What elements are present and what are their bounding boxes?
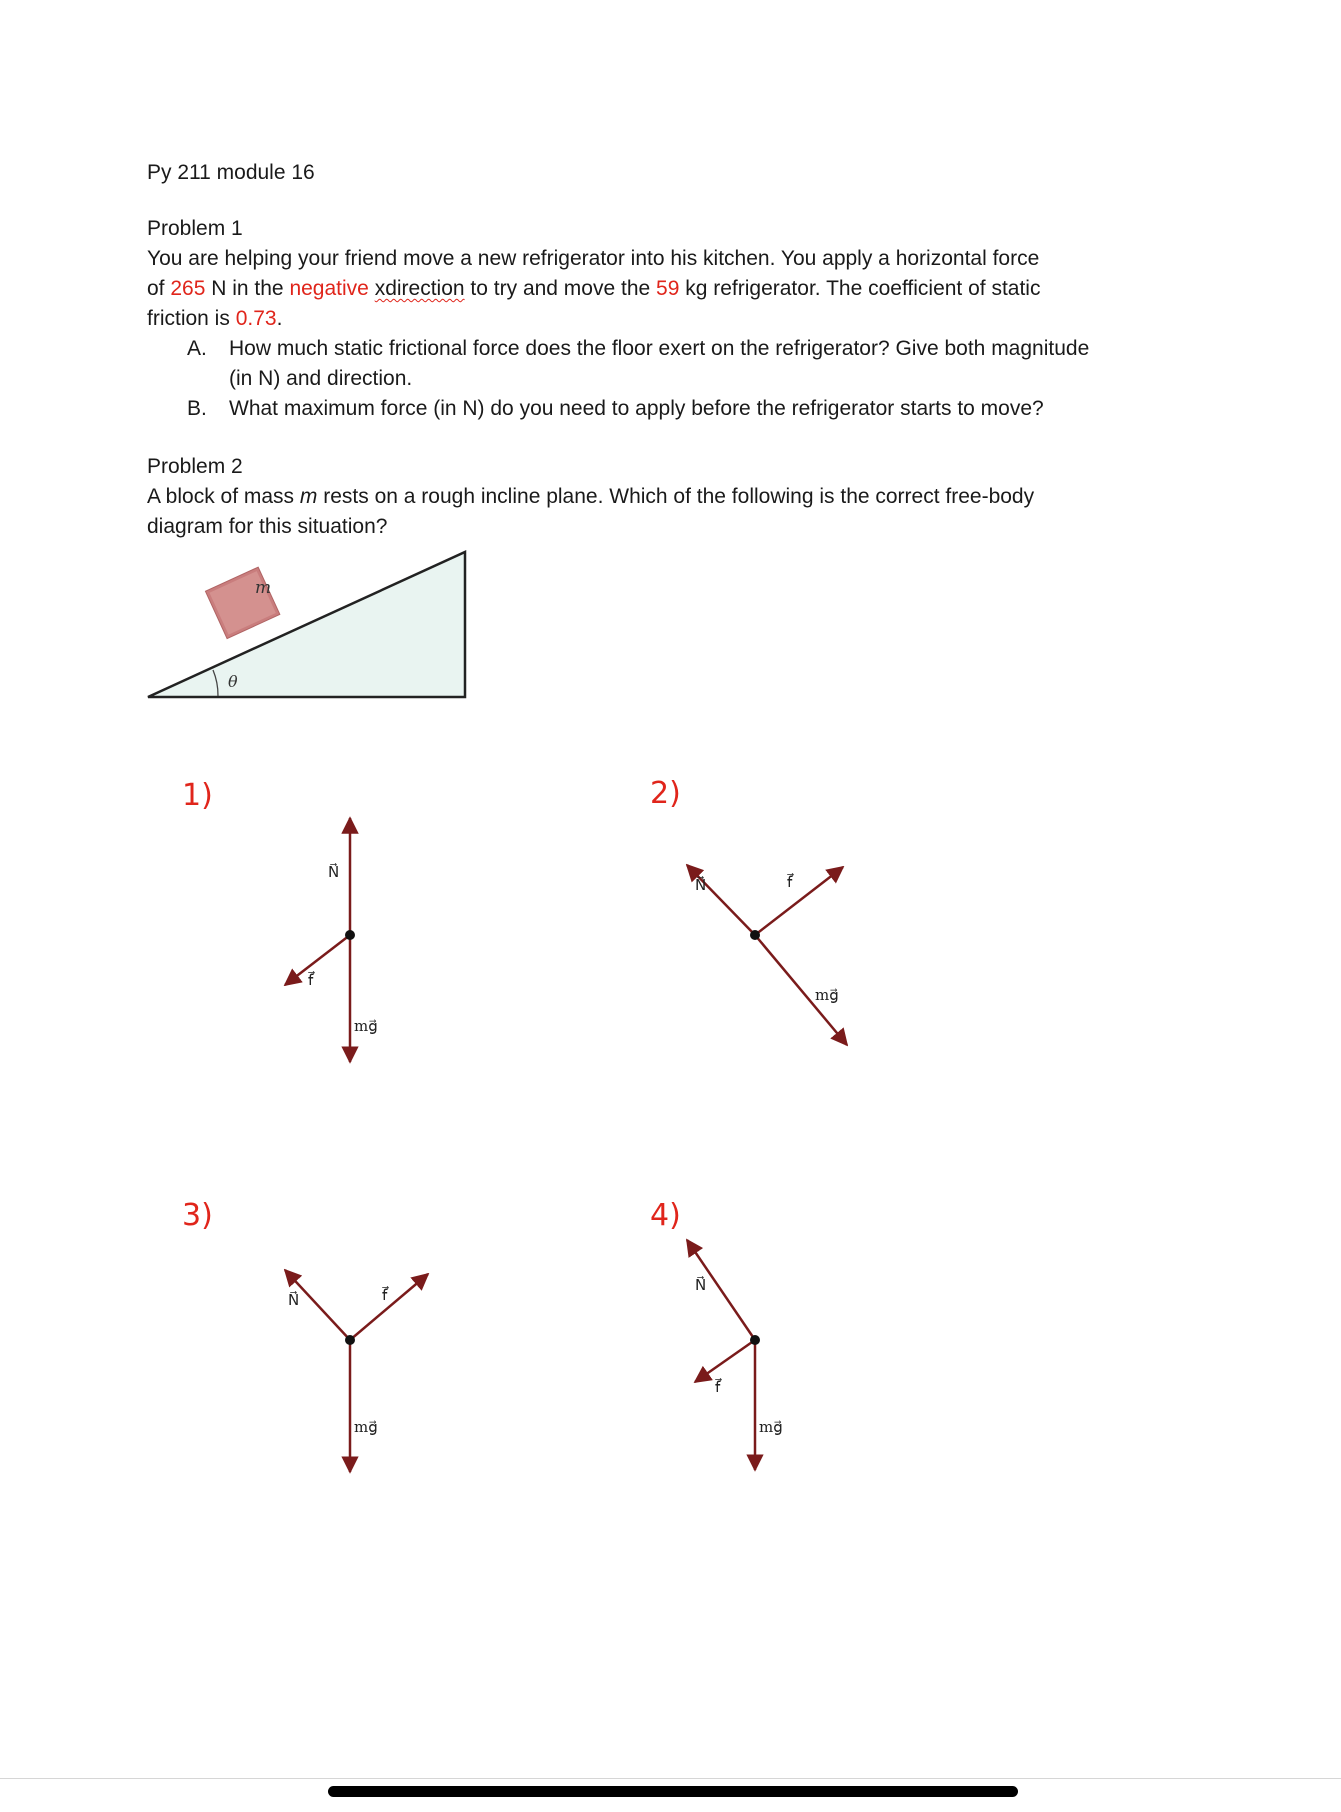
question-line: (in N) and direction.: [229, 367, 413, 390]
option-number: 4): [650, 1198, 681, 1233]
incline-plane: [148, 552, 465, 697]
home-indicator-bar[interactable]: [328, 1786, 1018, 1797]
mass-value: 59: [656, 277, 680, 300]
option-number: 1): [182, 778, 213, 813]
question-b: [147, 394, 1207, 424]
text-segment: N in the: [205, 277, 290, 300]
force-label-weight: mg⃗: [354, 1418, 378, 1436]
fbd-marks: [182, 776, 847, 1472]
fbd-option-1: [182, 778, 378, 1062]
force-label-friction: f⃗: [308, 971, 314, 989]
option-number: 2): [650, 776, 681, 811]
problem-1-text-line-1: You are helping your friend move a new refrigerator into his kitchen. You apply a horizontal force: [147, 247, 1040, 270]
problem-1-text-line-2: [147, 274, 1207, 304]
body-point: [750, 930, 760, 940]
force-arrow-friction: [695, 1340, 755, 1382]
text-segment: A block of mass: [147, 485, 300, 508]
problem-2-text-line-2: diagram for this situation?: [147, 515, 388, 538]
text-segment: kg refrigerator. The coefficient of static: [679, 277, 1041, 300]
document-title: Py 211 module 16: [147, 161, 315, 184]
text-segment: .: [276, 307, 283, 330]
text-segment: rests on a rough incline plane. Which of the following is the correct free-body: [317, 485, 1035, 508]
force-arrow-friction: [755, 867, 843, 935]
question-label: A.: [187, 337, 207, 360]
bottom-separator: [0, 1778, 1341, 1779]
fbd-option-2: [650, 776, 847, 1045]
force-label-weight: mg⃗: [354, 1017, 378, 1035]
problem-1-questions: [147, 334, 1207, 424]
mu-value: 0.73: [235, 307, 277, 330]
problem-2-heading: Problem 2: [147, 455, 243, 478]
problem-1-text-line-3: [147, 304, 1207, 334]
force-label-normal: N⃗: [288, 1291, 300, 1309]
force-value: 265: [170, 277, 206, 300]
force-label-normal: N⃗: [328, 863, 340, 881]
question-line: What maximum force (in N) do you need to apply before the refrigerator starts to move?: [229, 397, 1044, 420]
force-label-weight: mg⃗: [759, 1418, 783, 1436]
question-label: B.: [187, 397, 207, 420]
force-arrow-friction: [350, 1274, 428, 1340]
force-label-weight: mg⃗: [815, 986, 839, 1004]
incline-plane-figure: [140, 545, 480, 725]
force-label-friction: f⃗: [382, 1286, 388, 1304]
fbd-option-4: [650, 1198, 783, 1470]
force-label-friction: f⃗: [787, 873, 793, 891]
force-label-normal: N⃗: [695, 1276, 707, 1294]
body-point: [345, 930, 355, 940]
document-body: [147, 158, 1207, 542]
direction-word: negative: [289, 277, 369, 300]
question-line: How much static frictional force does the floor exert on the refrigerator? Give both magnitude: [229, 337, 1090, 360]
text-segment: to try and move the: [464, 277, 657, 300]
question-a: [147, 334, 1207, 394]
direction-axis: xdirection: [374, 277, 465, 300]
text-segment: of: [147, 277, 171, 300]
text-segment: friction is: [147, 307, 236, 330]
force-label-normal: N⃗: [695, 876, 707, 894]
fbd-option-3: [182, 1198, 428, 1472]
mass-symbol: m: [299, 485, 318, 508]
angle-label: θ: [228, 672, 238, 691]
free-body-diagram-options: [140, 735, 980, 1555]
option-number: 3): [182, 1198, 213, 1233]
block-label: m: [254, 578, 272, 598]
body-point: [345, 1335, 355, 1345]
problem-1-heading: Problem 1: [147, 217, 243, 240]
problem-2-text-line-1: [147, 482, 1207, 512]
force-arrow-friction: [285, 935, 350, 985]
force-label-friction: f⃗: [715, 1378, 721, 1396]
body-point: [750, 1335, 760, 1345]
